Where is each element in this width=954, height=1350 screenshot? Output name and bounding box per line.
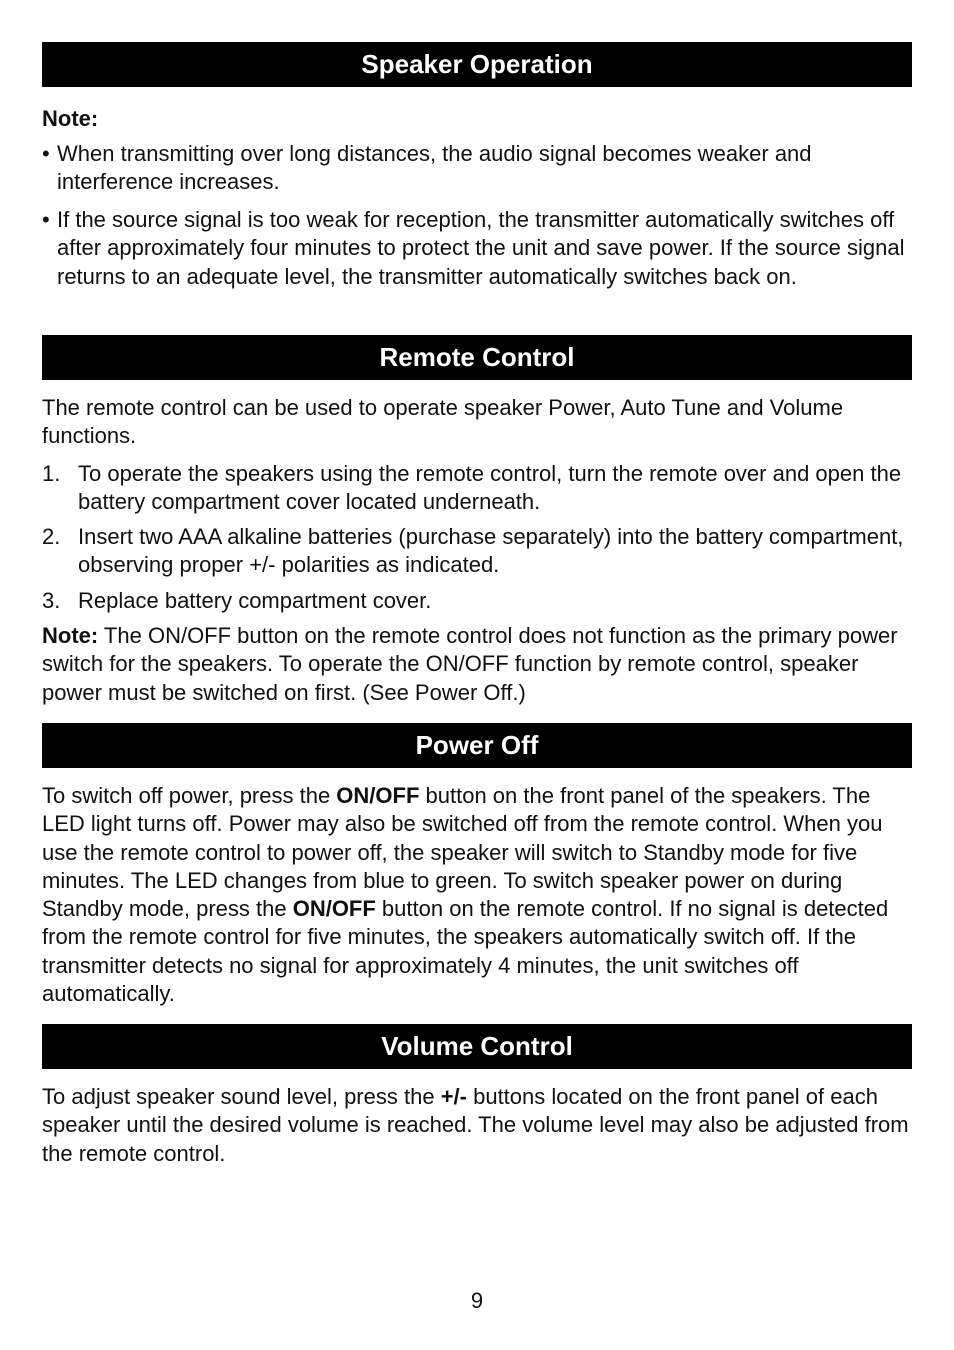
on-off-label: ON/OFF bbox=[292, 896, 376, 922]
remote-note-text: The ON/OFF button on the remote control does not function as the primary power switch for the speakers. To operate the ON/OFF function by remote control, speaker power must be switched on first. (See Power Off.) bbox=[42, 623, 898, 705]
volume-control-heading bbox=[42, 1024, 912, 1069]
plus-minus-label: +/- bbox=[440, 1084, 467, 1109]
on-off-label: ON/OFF bbox=[336, 783, 420, 808]
volume-control-title: Volume Control bbox=[381, 1031, 573, 1061]
step-text: To operate the speakers using the remote control, turn the remote over and open the battery compartment cover located underneath. bbox=[78, 461, 902, 515]
bullet-text: If the source signal is too weak for reception, the transmitter automatically switches off after approximately four minutes to protect the unit and save power. If the source signal returns to an adequate level, the transmitter automatically switches back on. bbox=[57, 207, 905, 289]
remote-control-heading bbox=[42, 335, 912, 380]
step-number: 2. bbox=[42, 524, 61, 549]
step-number: 3. bbox=[42, 588, 61, 613]
remote-note-label: Note: bbox=[42, 623, 99, 648]
speaker-operation-note-label: Note: bbox=[42, 106, 99, 131]
power-off-text: To switch off power, press the bbox=[42, 783, 337, 808]
remote-control-intro: The remote control can be used to operate speaker Power, Auto Tune and Volume functions. bbox=[42, 395, 844, 449]
power-off-paragraph bbox=[42, 782, 914, 1008]
note-bullet-item bbox=[42, 140, 914, 197]
power-off-text: button on the remote control. If no signal is detected from the remote control for five minutes, the speakers automatically switch off. If the transmitter detects no signal for approximately 4 minutes, the unit switches off automatically. bbox=[42, 896, 889, 1007]
bullet-mark: • bbox=[42, 207, 50, 232]
remote-step-item bbox=[42, 587, 914, 615]
speaker-operation-heading bbox=[42, 42, 912, 87]
power-off-text: button on the front panel of the speakers. The LED light turns off. Power may also be switched off from the remote control. When you use the remote control to power off, the speaker will switch to Standby mode for five minutes. The LED changes from blue to green. To switch speaker power on during Standby mode, press the bbox=[42, 783, 883, 922]
remote-step-item bbox=[42, 460, 914, 517]
power-off-heading bbox=[42, 723, 912, 768]
step-number: 1. bbox=[42, 461, 61, 486]
bullet-mark: • bbox=[42, 141, 50, 166]
page-number: 9 bbox=[470, 1288, 484, 1313]
power-off-title: Power Off bbox=[415, 730, 539, 760]
volume-text: To adjust speaker sound level, press the bbox=[42, 1084, 441, 1109]
step-text: Replace battery compartment cover. bbox=[78, 588, 432, 613]
volume-text: buttons located on the front panel of each speaker until the desired volume is reached. The volume level may also be adjusted from the remote control. bbox=[42, 1084, 909, 1166]
remote-control-note bbox=[42, 622, 914, 707]
speaker-operation-title: Speaker Operation bbox=[361, 49, 593, 79]
note-bullet-item bbox=[42, 206, 914, 291]
bullet-text: When transmitting over long distances, the audio signal becomes weaker and interference increases. bbox=[57, 141, 812, 195]
step-text: Insert two AAA alkaline batteries (purchase separately) into the battery compartment, observing proper +/- polarities as indicated. bbox=[78, 524, 904, 578]
volume-control-paragraph bbox=[42, 1083, 914, 1168]
remote-control-title: Remote Control bbox=[379, 342, 575, 372]
remote-step-item bbox=[42, 523, 914, 580]
